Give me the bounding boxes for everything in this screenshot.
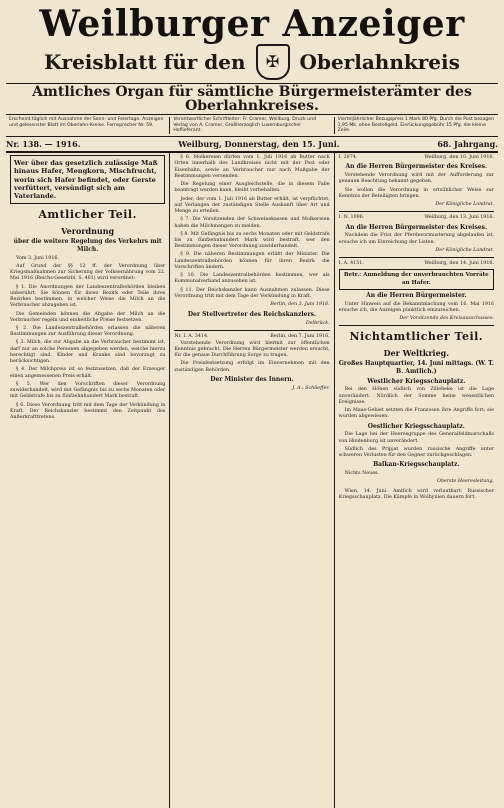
signature: Delbrück. xyxy=(305,321,330,327)
paragraph: § 5. Wer den Vorschriften dieser Verordnung zuwiderhandelt, wird mit Gefängnis bis zu sechs Monaten oder mit Geldstrafe bis zu fünfzehnhundert Mark bestraft. xyxy=(10,381,166,400)
reference-number: I. 2874. xyxy=(338,155,358,161)
paragraph: Vom 3. Juni 1916. xyxy=(16,255,59,261)
reference-date: Berlin, den 7. Juni 1916. xyxy=(270,334,330,340)
publication-info: Erscheint täglich mit Ausnahme der Sonn- und Feiertage. Anzeigen und gelesenster Blatt im Oberlahn-Kreise. Fernsprecher Nr. 59. xyxy=(6,117,170,134)
divider xyxy=(339,257,494,258)
war-subheading: Großes Hauptquartier, 14. Juni mittags. (W. T. B. Amtlich.) xyxy=(338,360,494,375)
reference-row xyxy=(339,155,494,161)
paragraph: Jeder, der vom 1. Juli 1916 ab Butter erhält, ist verpflichtet, auf Verlangen der zuständigen Stelle Auskunft über Art und Menge zu erteilen. xyxy=(174,196,330,215)
editor-info: Verantwortlicher Schriftleiter: Fr. Cramer, Weilburg. Druck und Verlag von A. Cramer, Großherzoglich Luxemburgischer Hoflieferant. xyxy=(170,117,334,134)
reference-date: Weilburg, den 14. Juni 1916. xyxy=(424,261,494,267)
ordinance-heading: Verordnung xyxy=(61,225,115,236)
paragraph: Unter Hinweis auf die Bekanntmachung vom 16. Mai 1916 ersuche ich, die Anzeigen pünktlich einzureichen. xyxy=(338,301,494,313)
paragraph: § 4. Der Milchpreis ist so festzusetzen, daß der Erzeuger einen angemessenen Preis erhält. xyxy=(10,367,166,379)
paragraph: § 10. Die Landeszentralbehörden bestimmen, wer als Kommunalverband anzusehen ist. xyxy=(174,273,330,285)
notice-heading: An die Herren Bürgermeister. xyxy=(366,291,467,299)
notice-heading: An die Herren Bürgermeister des Kreises. xyxy=(345,223,488,231)
divider xyxy=(339,211,494,212)
publisher-info xyxy=(6,115,498,137)
war-heading: Der Weltkrieg. xyxy=(383,347,450,358)
balkan-front-heading: Balkan-Kriegsschauplatz. xyxy=(373,461,460,469)
paragraph: Die Lage bei der Heeresgruppe des Generalfeldmarschalls von Hindenburg ist unverändert. xyxy=(338,432,494,444)
issue-date: Weilburg, Donnerstag, den 15. Juni. xyxy=(178,139,340,150)
paragraph: Nachdem die Frist der Pferdevormusterung abgelaufen ist, ersuche ich um Einreichung der Listen. xyxy=(338,233,494,245)
paragraph: § 8. Mit Gefängnis bis zu sechs Monaten oder mit Geldstrafe bis zu fünfzehnhundert Mark wird bestraft, wer den Bestimmungen dieser Verordnung zuwiderhandelt. xyxy=(174,231,330,250)
paragraph: § 11. Der Reichskanzler kann Ausnahmen zulassen. Diese Verordnung tritt mit dem Tage der Verkündung in Kraft. xyxy=(174,287,330,299)
subject-box: Betr.: Anmeldung der unverbrauchten Vorräte an Hafer. xyxy=(339,269,494,290)
paragraph: Die Gemeinden können die Abgabe der Milch an die Verbraucher regeln und einheitliche Preise festsetzen. xyxy=(10,311,166,323)
column-2 xyxy=(170,153,334,808)
signature: Der Königliche Landrat. xyxy=(435,202,494,208)
masthead xyxy=(6,3,498,115)
authority: Der Stellvertreter des Reichskanzlers. xyxy=(187,311,317,319)
paragraph: § 3. Milch, die zur Abgabe an die Verbraucher bestimmt ist, darf nur an solche Personen abgegeben werden, welche hierzu berechtigt sind. Kinder und Kranke sind bevorzugt zu berücksichtigen. xyxy=(10,340,166,365)
authority: Der Minister des Innern. xyxy=(210,375,294,383)
issue-year: 68. Jahrgang. xyxy=(437,139,498,150)
paragraph: Im Maas-Gebiet setzten die Franzosen ihre Angriffe fort; sie wurden abgewiesen. xyxy=(338,408,494,420)
reference-date: Weilburg, den 10. Juni 1916. xyxy=(424,155,494,161)
reference-number: Nr. I. A. 3414. xyxy=(174,334,209,340)
column-3 xyxy=(335,153,498,808)
paragraph: § 1. Die Anordnungen der Landeszentralbehörden bleiben unberührt. Sie können für ihren Bezirk oder Teile ihres Bezirkes bestimmen, in welcher Weise die Milch an die Verbraucher abzugeben ist. xyxy=(10,284,166,309)
paragraph: Vorstehende Verordnung wird mit der Aufforderung zur genauen Beachtung bekannt gegeben. xyxy=(338,173,494,185)
reference-number: I. A. 4151. xyxy=(338,261,364,267)
article-columns xyxy=(6,153,498,808)
unofficial-section-heading: Nichtamtlicher Teil. xyxy=(349,330,484,344)
western-front-heading: Westlicher Kriegsschauplatz. xyxy=(367,377,466,385)
eastern-front-heading: Oestlicher Kriegsschauplatz. xyxy=(367,422,465,430)
paragraph: Die Regelung einer Ausgleichstelle, die in diesem Falle beantragt werden kann, bleibt vorbehalten. xyxy=(174,182,330,194)
reference-number: I. N. 1096. xyxy=(338,215,365,221)
paragraph: Die Preisfestsetzung erfolgt im Einvernehmen mit den zuständigen Behörden. xyxy=(174,361,330,373)
price-info: Vierteljährlicher Bezugspreis 1 Mark 80 Pfg. Durch die Post bezogen 1,95 Mk. ohne Bestellgeld. Einrückungsgebühr 15 Pfg. die kleine Zeile. xyxy=(337,117,494,134)
paragraph: § 2. Die Landeszentralbehörden erlassen die näheren Bestimmungen zur Ausführung dieser Verordnung. xyxy=(10,326,166,338)
paragraph: Bei den Höhen südlich von Zillebeke ist die Lage unverändert. Nördlich der Somme keine wesentlichen Ereignisse. xyxy=(338,387,494,405)
hafer-notice: Wer über das gesetzlich zulässige Maß hinaus Hafer, Mengkorn, Mischfrucht, worin sich Hafer befindet, oder Gerste verfüttert, versündigt sich am Vaterlande. xyxy=(10,155,165,204)
newspaper-title: Weilburger Anzeiger xyxy=(39,3,465,45)
paragraph: Südlich des Pripjat wurden russische Angriffe unter schweren Verlusten für den Gegner zurückgeschlagen. xyxy=(338,446,494,459)
paragraph: Vorstehende Verordnung wird hiermit zur öffentlichen Kenntnis gebracht. Die Herren Bürgermeister werden ersucht, für die genaue Durchführung Sorge zu tragen. xyxy=(174,340,330,359)
paragraph: Auf Grund der §§ 12 ff. der Verordnung über Kriegsmaßnahmen zur Sicherung der Volksernährung vom 22. Mai 1916 (Reichs-Gesetzbl. S. 401) wird verordnet: xyxy=(10,263,166,282)
dateline xyxy=(6,137,498,153)
subtitle-right: Oberlahnkreis xyxy=(299,50,460,74)
paragraph: Wien, 14. Juni. Amtlich wird verlautbart: Russischer Kriegsschauplatz. Die Kämpfe in Wolhynien dauern fort. xyxy=(338,488,494,500)
signature: J. A.: Schlieffer. xyxy=(292,385,330,391)
signature: Oberste Heeresleitung. xyxy=(437,479,494,485)
reference-row xyxy=(339,215,494,221)
paragraph: Sie wollen die Verordnung in ortsüblicher Weise zur Kenntnis der Beteiligten bringen. xyxy=(338,187,494,199)
subtitle-left: Kreisblatt für den xyxy=(44,50,246,74)
notice-heading: An die Herren Bürgermeister des Kreises. xyxy=(345,163,488,171)
reference-row xyxy=(339,261,494,267)
column-1 xyxy=(6,153,170,808)
signature: Der Königliche Landrat. xyxy=(435,247,494,253)
signature: Der Vorsitzende des Kreisausschusses. xyxy=(399,316,494,322)
place-date: Berlin, den 3. Juni 1916. xyxy=(270,302,330,308)
paragraph: § 9. Die näheren Bestimmungen erläßt der Minister. Die Landeszentralbehörden können für ihren Bezirk die Vorschriften ändern. xyxy=(174,252,330,270)
coat-of-arms-icon: ✠ xyxy=(256,44,290,80)
masthead-subtitle-row xyxy=(6,44,498,80)
divider xyxy=(174,330,329,331)
issue-number: Nr. 138. — 1916. xyxy=(6,139,81,150)
paragraph: § 6. Diese Verordnung tritt mit dem Tage der Verkündung in Kraft. Der Reichskanzler bestimmt den Zeitpunkt des Außerkrafttretens. xyxy=(10,402,166,421)
divider xyxy=(339,325,494,326)
paragraph: § 7. Die Vorsitzenden der Schweinekassen und Molkereien haben die Milchmengen zu melden. xyxy=(174,217,330,229)
reference-date: Weilburg, den 13. Juni 1916. xyxy=(424,215,494,221)
ordinance-subheading: über die weitere Regelung des Verkehrs mit Milch. xyxy=(13,238,162,253)
organ-line: Amtliches Organ für sämtliche Bürgermeisterämter des Oberlahnkreises. xyxy=(6,83,498,115)
paragraph: Nichts Neues. xyxy=(344,471,380,477)
official-section-heading: Amtlicher Teil. xyxy=(38,208,137,222)
paragraph: § 6. Molkereien dürfen vom 1. Juli 1916 ab Butter nach Orten innerhalb des Landkreises nicht mit der Post oder Eisenbahn, sowie an Verbraucher nur nach Maßgabe der Bestimmungen versenden. xyxy=(174,155,330,179)
